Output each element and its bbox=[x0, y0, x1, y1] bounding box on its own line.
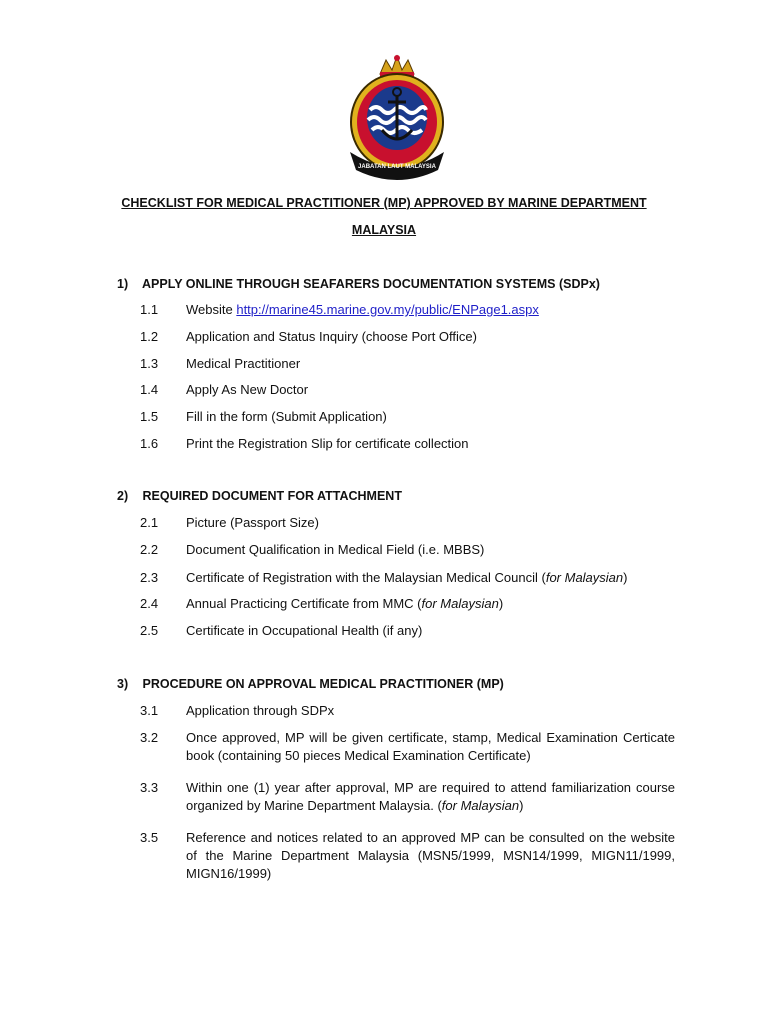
item-number: 2.3 bbox=[140, 570, 159, 585]
section-number: 3) bbox=[117, 677, 129, 691]
item-number: 3.5 bbox=[140, 830, 159, 845]
item-suffix: ) bbox=[498, 596, 504, 611]
item-text: Annual Practicing Certificate from MMC ( bbox=[186, 596, 422, 611]
document-title-line-2: MALAYSIA bbox=[351, 223, 417, 237]
item-text: Application and Status Inquiry (choose Port Office) bbox=[186, 329, 477, 344]
section-2-heading bbox=[117, 489, 402, 503]
item-italic-note: for Malaysian bbox=[421, 596, 499, 611]
item-text: Once approved, MP will be given certificate, stamp, Medical Examination Certicate book (containing 50 pieces Medical Examination Certificate) bbox=[186, 730, 675, 763]
section-title: APPLY ONLINE THROUGH SEAFARERS DOCUMENTATION SYSTEMS (SDPx) bbox=[142, 277, 600, 291]
item-italic-note: for Malaysian bbox=[545, 570, 624, 585]
item-number: 1.6 bbox=[140, 436, 159, 451]
item-number: 1.3 bbox=[140, 356, 159, 371]
item-text: Picture (Passport Size) bbox=[186, 515, 319, 530]
item-italic-note: for Malaysian bbox=[441, 798, 520, 813]
item-text: Fill in the form (Submit Application) bbox=[186, 409, 387, 424]
item-number: 3.1 bbox=[140, 703, 159, 718]
item-text: Within one (1) year after approval, MP are required to attend familiarization course organized by Marine Department Malaysia. ( bbox=[186, 780, 675, 813]
document-title-line-1: CHECKLIST FOR MEDICAL PRACTITIONER (MP) APPROVED BY MARINE DEPARTMENT bbox=[121, 196, 647, 210]
item-text: Application through SDPx bbox=[186, 703, 335, 718]
item-number: 1.1 bbox=[140, 302, 159, 317]
item-suffix: ) bbox=[519, 798, 524, 813]
item-number: 2.2 bbox=[140, 542, 159, 557]
section-number: 1) bbox=[117, 277, 129, 291]
item-number: 1.5 bbox=[140, 409, 159, 424]
item-text: Print the Registration Slip for certificate collection bbox=[186, 436, 469, 451]
section-number: 2) bbox=[117, 489, 129, 503]
item-text: Website bbox=[186, 302, 237, 317]
item-number: 1.4 bbox=[140, 382, 159, 397]
item-text: Certificate in Occupational Health (if any) bbox=[186, 623, 423, 638]
item-number: 2.5 bbox=[140, 623, 159, 638]
item-number: 2.4 bbox=[140, 596, 159, 611]
section-1-heading bbox=[117, 277, 600, 291]
item-text: Document Qualification in Medical Field (i.e. MBBS) bbox=[186, 542, 485, 557]
section-title: REQUIRED DOCUMENT FOR ATTACHMENT bbox=[142, 489, 402, 503]
item-text: Reference and notices related to an approved MP can be consulted on the website of the Marine Department Malaysia (MSN5/1999, MSN14/1999, MIGN11/1999, MIGN16/1999) bbox=[186, 830, 675, 881]
item-text: Certificate of Registration with the Malaysian Medical Council ( bbox=[186, 570, 546, 585]
section-3-heading bbox=[117, 677, 504, 691]
item-number: 3.3 bbox=[140, 780, 159, 795]
marine-department-crest-logo bbox=[346, 52, 448, 182]
item-suffix: ) bbox=[623, 570, 628, 585]
section-title: PROCEDURE ON APPROVAL MEDICAL PRACTITIONER (MP) bbox=[142, 677, 504, 691]
item-number: 1.2 bbox=[140, 329, 159, 344]
item-number: 3.2 bbox=[140, 730, 159, 745]
item-number: 2.1 bbox=[140, 515, 159, 530]
item-text: Medical Practitioner bbox=[186, 356, 301, 371]
sdpx-website-link[interactable]: http://marine45.marine.gov.my/public/ENPage1.aspx bbox=[236, 302, 539, 317]
item-text: Apply As New Doctor bbox=[186, 382, 309, 397]
crest-banner-text: JABATAN LAUT MALAYSIA bbox=[358, 164, 436, 170]
